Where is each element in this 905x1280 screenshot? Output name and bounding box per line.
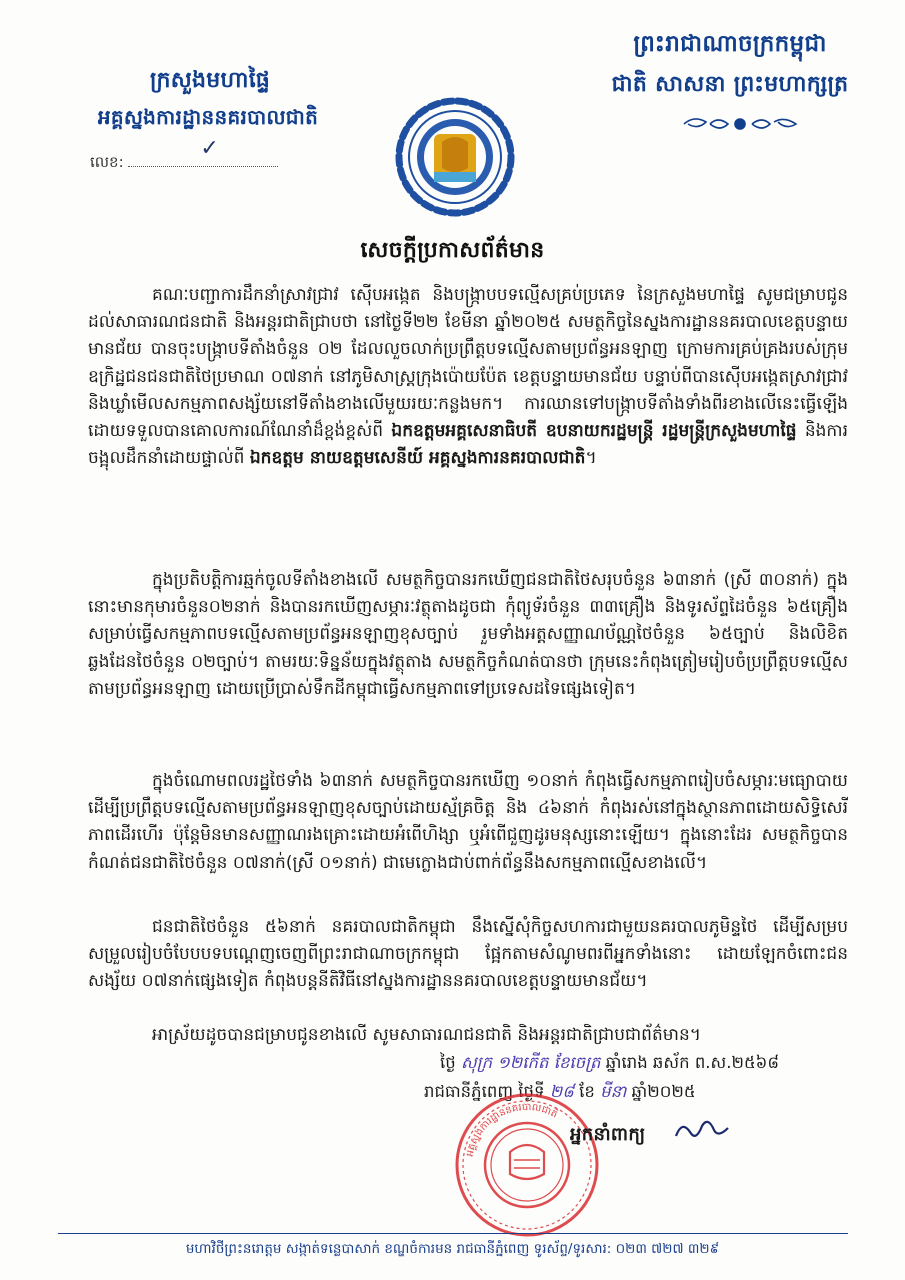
paragraph-2-text: ក្នុងប្រតិបត្តិការឆ្មក់ចូលទីតាំងខាងលើ សមត្ថកិច្ចបានរកឃើញជនជាតិថៃសរុបចំនួន ៦៣នាក់ (ស្រី ៣០នាក់) ក្នុងនោះមានកុមារចំនួន០២នាក់ និងបានរកឃើញសម្ភារៈវត្ថុតាងដូចជា កុំព្យូទ័រចំនួន ៣៣គ្រឿង និងទូរស័ព្ទដៃចំនួន ៦៥គ្រឿង សម្រាប់ធ្វើសកម្មភាពបទល្មើសតាមប្រព័ន្ធអនឡាញខុសច្បាប់ រួមទាំងអត្តសញ្ញាណប័ណ្ណថៃចំនួន ៦៥ច្បាប់ និងលិខិតឆ្លងដែនថៃចំនួន ០២ច្បាប់។ តាមរយៈទិន្នន័យក្នុងវត្ថុតាង សមត្ថកិច្ចកំណត់បានថា ក្រុមនេះកំពុងត្រៀមរៀបចំប្រព្រឹត្តបទល្មើសតាមប្រព័ន្ធអនឡាញ ដោយប្រើប្រាស់ទឹកដីកម្ពុជាធ្វើសកម្មភាពទៅប្រទេសដទៃផ្សេងទៀត។ <box>88 570 848 699</box>
solar-date-month: មីនា <box>600 1082 627 1101</box>
lunar-date-prefix: ថ្ងៃ <box>440 1053 456 1072</box>
ref-dotted-line <box>128 136 278 167</box>
paragraph-4-text: ជនជាតិថៃចំនួន ៥៦នាក់ នគរបាលជាតិកម្ពុជា នឹងស្នើសុំកិច្ចសហការជាមួយនគរបាលភូមិន្ទថៃ ដើម្បីសម្របសម្រួលរៀបចំបែបបទបណ្តេញចេញពីព្រះរាជាណាចក្រកម្ពុជា ផ្អែកតាមសំណូមពរពីអ្នកទាំងនោះ ដោយឡែកចំពោះជនសង្ស័យ ០៧នាក់ផ្សេងទៀត កំពុងបន្តនីតិវិធីនៅស្នងការដ្ឋាននគរបាលខេត្តបន្ទាយមានជ័យ។ <box>88 917 848 992</box>
spokesperson-title: អ្នកនាំពាក្យ <box>570 1124 646 1145</box>
kingdom-motto: ជាតិ សាសនា ព្រះមហាក្សត្រ <box>611 72 849 97</box>
ref-checkmark: ✓ <box>200 136 219 161</box>
deputy-pm-title: ឯកឧត្តមអគ្គសេនាធិបតី ឧបនាយករដ្ឋមន្ត្រី រដ្ឋមន្ត្រីក្រសួងមហាផ្ទៃ <box>391 421 797 442</box>
solar-date-suffix: ឆ្នាំ២០២៥ <box>631 1082 696 1101</box>
police-chief-title: ឯកឧត្តម នាយឧត្តមសេនីយ៍ អគ្គស្នងការនគរបាលជាតិ <box>249 448 586 469</box>
paragraph-1 <box>88 282 848 472</box>
ministry-name: ក្រសួងមហាផ្ទៃ <box>149 68 271 93</box>
paragraph-5 <box>88 1022 848 1049</box>
page-title: សេចក្តីប្រកាសព័ត៌មាន <box>360 238 545 263</box>
paragraph-3 <box>88 768 848 877</box>
lunar-date <box>440 1053 860 1077</box>
paragraph-5-text: អាស្រ័យដូចបានជម្រាបជូនខាងលើ សូមសាធារណជនជាតិ និងអន្តរជាតិជ្រាបជាព័ត៌មាន។ <box>152 1025 701 1045</box>
paragraph-1-end: ។ <box>585 448 597 469</box>
solar-month-prefix: ខែ <box>579 1082 595 1101</box>
reference-number <box>90 136 330 175</box>
lunar-date-handwritten: សុក្រ ១២កើត ខែចេត្រ <box>460 1053 601 1072</box>
paragraph-4 <box>88 914 848 996</box>
official-seal-icon <box>452 1090 602 1240</box>
seal-text: អគ្គស្នងការដ្ឋាននគរបាលជាតិ <box>464 1101 560 1158</box>
footer-address: មហាវិថីព្រះនរោត្តម សង្កាត់ទន្លេបាសាក់ ខណ្ឌចំការមន រាជធានីភ្នំពេញ ទូរស័ព្ទ/ទូរសារ: ០២៣ ៧២៧ ៣២៩ <box>185 1241 720 1257</box>
lunar-date-suffix: ឆ្នាំរោង ឆស័ក ព.ស.២៥៦៨ <box>605 1053 780 1072</box>
solar-date-day: ២៨ <box>549 1082 574 1101</box>
national-police-emblem-icon <box>390 92 520 222</box>
paragraph-2 <box>88 567 848 703</box>
ref-label: លេខ: <box>90 153 124 171</box>
kingdom-name: ព្រះរាជាណាចក្រកម្ពុជា <box>633 31 827 57</box>
footer-divider <box>58 1233 848 1234</box>
department-name: អគ្គស្នងការដ្ឋាននគរបាលជាតិ <box>97 105 319 129</box>
paragraph-1-text: គណៈបញ្ជាការដឹកនាំស្រាវជ្រាវ ស៊ើបអង្កេត និងបង្ក្រាបបទល្មើសគ្រប់ប្រភេទ នៃក្រសួងមហាផ្ទៃ សូមជម្រាបជូនដល់សាធារណជនជាតិ និងអន្តរជាតិជ្រាបថា នៅថ្ងៃទី២២ ខែមីនា ឆ្នាំ២០២៥ សមត្ថកិច្ចនៃស្នងការដ្ឋាននគរបាលខេត្តបន្ទាយមានជ័យ បានចុះបង្ក្រាបទីតាំងចំនួន ០២ ដែលលួចលាក់ប្រព្រឹត្តបទល្មើសតាមប្រព័ន្ធអនឡាញ ក្រោមការគ្រប់គ្រងរបស់ក្រុមឧក្រិដ្ឋជនជនជាតិថៃប្រមាណ ០៧នាក់ នៅភូមិសាស្ត្រក្រុងប៉ោយប៉ែត ខេត្តបន្ទាយមានជ័យ បន្ទាប់ពីបានស៊ើបអង្កេតស្រាវជ្រាវ និងឃ្លាំមើលសកម្មភាពសង្ស័យនៅទីតាំងខាងលើមួយរយៈកន្លងមក។ ការឈានទៅបង្ក្រាបទីតាំងទាំងពីរខាងលើនេះធ្វើឡើងដោយទទួលបានគោលការណ៍ណែនាំដ៏ខ្ពង់ខ្ពស់ពី <box>88 285 848 442</box>
solar-date-prefix: រាជធានីភ្នំពេញ ថ្ងៃទី <box>424 1082 545 1101</box>
ornament-divider-icon <box>680 112 800 136</box>
paragraph-3-text: ក្នុងចំណោមពលរដ្ឋថៃទាំង ៦៣នាក់ សមត្ថកិច្ចបានរកឃើញ ១០នាក់ កំពុងធ្វើសកម្មភាពរៀបចំសម្ភារៈមធ្យោបាយដើម្បីប្រព្រឹត្តបទល្មើសតាមប្រព័ន្ធអនឡាញខុសច្បាប់ដោយស្ម័គ្រចិត្ត និង ៤៦នាក់ កំពុងរស់នៅក្នុងស្ថានភាពដោយសិទ្ធិសេរីភាពដើរហើរ ប៉ុន្តែមិនមានសញ្ញាណរងគ្រោះដោយអំពើហិង្សា ឬអំពើជួញដូរមនុស្សនោះឡើយ។ ក្នុងនោះដែរ សមត្ថកិច្ចបានកំណត់ជនជាតិថៃចំនួន ០៧នាក់(ស្រី ០១នាក់) ជាមេក្លោងជាប់ពាក់ព័ន្ធនឹងសកម្មភាពល្មើសខាងលើ។ <box>88 771 848 873</box>
paragraph-1-join: និងការចង្អុលដឹកនាំដោយផ្ទាល់ពី <box>88 421 848 469</box>
signature-scribble-icon <box>672 1114 732 1148</box>
